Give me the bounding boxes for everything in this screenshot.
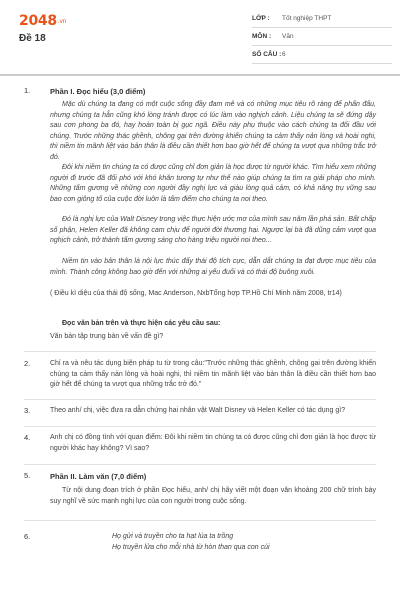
meta-key: SỐ CÂU : — [252, 51, 282, 58]
question-number: 2. — [24, 359, 31, 368]
question-divider — [24, 520, 376, 521]
logo-main: 2048 — [19, 13, 57, 29]
site-logo[interactable] — [19, 13, 66, 29]
question-number: 6. — [24, 532, 31, 541]
section-heading: Phần II. Làm văn (7,0 điểm) — [50, 472, 147, 481]
instruction: Đọc văn bản trên và thực hiện các yêu cầu sau: — [62, 320, 221, 327]
meta-value: Văn — [282, 33, 294, 40]
passage-paragraph: Niềm tin vào bản thân là nội lực thúc đẩy thái độ tích cực, dẫn dắt chúng ta đạt được mục tiêu của mình. Thành công không bao giờ đến với những ai yếu đuối và có thái độ buông xuôi. — [50, 258, 376, 276]
passage-paragraph: Đôi khi niềm tin chúng ta có được cũng chỉ đơn giản là học được từ người khác. Tìm hiểu xem những người đi trước đã đối phó với khó khăn tương tự như thế nào giúp chúng ta tìm ra giải pháp cho mình. Những tấm gương về những con người đầy nghị lực và giàu lòng quả cảm, có khả năng trụ vững sau bao cơn giông tố của cuộc đời luôn là tấm điểm cho chúng ta noi theo. — [50, 164, 376, 203]
poem-line: Họ truyền lửa cho mỗi nhà từ hòn than qua con cúi — [112, 544, 270, 551]
meta-value: 6 — [282, 51, 286, 58]
poem-line: Họ gửi và truyền cho ta hạt lúa ta trồng — [112, 533, 234, 540]
question-text: Anh chị có đồng tình với quan điểm: Đôi khi niềm tin chúng ta có được cũng chỉ đơn giản là học được từ người khác hay không? Vì sao? — [50, 434, 376, 452]
passage-paragraph: Mặc dù chúng ta đang có một cuộc sống đầy đam mê và có những mục tiêu rõ ràng để phấn đấu, nhưng chúng ta hẳn cũng khó lòng tránh được có lúc làm vào nghịch cảnh. Liệu chúng ta sẽ đứng dậy sau cơn phong ba đó, hay hoàn toàn bị gục ngã. Điều này phụ thuộc vào cách chúng ta đối đầu với chúng. Trước những thác ghềnh, chông gai trên đường khiến chúng ta cảm thấy nản lòng và hoài nghi, thì niềm tin mãnh liệt vào bản thân là điều cần thiết hơn bao giờ hết để chúng ta vượt qua những trắc trở đó. — [50, 101, 376, 161]
exam-title: Đề 18 — [19, 33, 46, 44]
meta-row-count — [252, 46, 392, 64]
section-heading: Phần I. Đọc hiểu (3,0 điểm) — [50, 87, 146, 96]
meta-key: MÔN : — [252, 33, 272, 40]
question-divider — [24, 464, 376, 465]
question-number: 4. — [24, 433, 31, 442]
meta-row-class — [252, 10, 392, 28]
question-text: Chỉ ra và nêu tác dụng biện pháp tu từ trong câu:"Trước những thác ghềnh, chông gai trên đường khiến chúng ta cảm thấy nản lòng và hoài nghi, thì niềm tin mãnh liệt vào bản thân là điều cần thiết hơn bao giờ hết để chúng ta vượt qua những trắc trở đó." — [50, 360, 376, 388]
header-divider — [0, 74, 400, 76]
question-divider — [24, 351, 376, 352]
question-text: Theo anh/ chị, việc đưa ra dẫn chứng hai nhân vật Walt Disney và Helen Keller có tác dụng gì? — [50, 407, 346, 414]
header — [0, 0, 400, 76]
question-text: Văn bản tập trung bàn về vấn đề gì? — [50, 333, 164, 340]
exam-meta — [252, 10, 392, 64]
question-number: 5. — [24, 471, 31, 480]
logo-suffix: .vn — [57, 18, 67, 25]
question-divider — [24, 399, 376, 400]
question-number: 3. — [24, 406, 31, 415]
meta-key: LỚP : — [252, 15, 270, 22]
passage-source: ( Điều kì diệu của thái độ sống, Mac Anderson, NxbTổng hợp TP.Hồ Chí Minh năm 2008, tr14) — [50, 290, 342, 297]
question-text: Từ nội dung đoạn trích ở phần Đọc hiểu, anh/ chị hãy viết một đoạn văn khoảng 200 chữ trình bày suy nghĩ về sức mạnh nghị lực của con người trong cuộc sống. — [50, 487, 376, 505]
meta-row-subject — [252, 28, 392, 46]
question-divider — [24, 426, 376, 427]
passage-paragraph: Đó là nghị lực của Walt Disney trong việc thực hiện ước mơ của mình sau năm lần phá sản. Bất chấp số phận, Helen Keller đã không cam chịu để người đời thương hại. Ngược lại bà đã dũng cảm vượt qua nghịch cảnh, trở thành tấm gương sáng cho hàng triệu người noi theo... — [50, 216, 376, 244]
meta-value: Tốt nghiệp THPT — [282, 15, 332, 22]
question-number: 1. — [24, 86, 31, 95]
